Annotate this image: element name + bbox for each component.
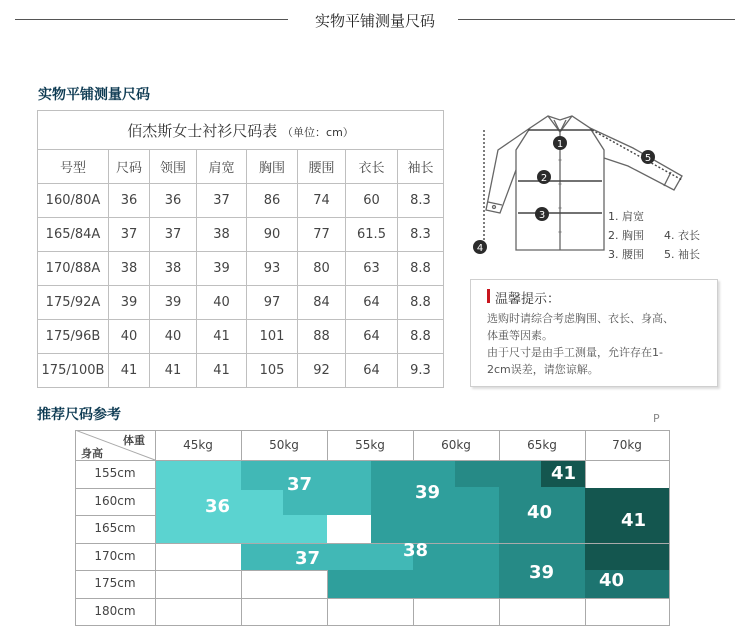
- table-row: [38, 218, 444, 252]
- table-cell: 74: [298, 184, 346, 218]
- grid-header-line: [75, 460, 669, 461]
- height-header: 180cm: [94, 604, 136, 618]
- weight-header: 65kg: [527, 438, 557, 452]
- legend-item: 3. 腰围: [608, 248, 644, 261]
- column-header: 胸围: [247, 150, 298, 184]
- table-cell: 97: [247, 286, 298, 320]
- table-cell: 41: [150, 354, 197, 388]
- grid-border-right: [669, 430, 670, 626]
- weight-header: 55kg: [355, 438, 385, 452]
- table-cell: 92: [298, 354, 346, 388]
- legend-item: 2. 胸围: [608, 229, 644, 242]
- table-cell: 64: [346, 320, 398, 354]
- table-cell: 39: [150, 286, 197, 320]
- table-cell: 175/96B: [38, 320, 109, 354]
- table-cell: 38: [109, 252, 150, 286]
- column-header: 肩宽: [197, 150, 247, 184]
- table-cell: 40: [150, 320, 197, 354]
- table-cell: 8.8: [398, 286, 444, 320]
- grid-col-line: [413, 598, 414, 626]
- table-cell: 8.8: [398, 320, 444, 354]
- tip-line: 选购时请综合考虑胸围、衣长、身高、: [487, 312, 674, 325]
- column-header: 尺码: [109, 150, 150, 184]
- table-cell: 88: [298, 320, 346, 354]
- table-cell: 39: [109, 286, 150, 320]
- size-label-40: 40: [527, 502, 553, 523]
- table-cell: 37: [197, 184, 247, 218]
- table-row: [38, 320, 444, 354]
- table-cell: 9.3: [398, 354, 444, 388]
- table-cell: 40: [197, 286, 247, 320]
- table-cell: 41: [197, 320, 247, 354]
- table-cell: 175/100B: [38, 354, 109, 388]
- grid-row-line: [75, 598, 669, 599]
- corner-weight-label: 体重: [123, 434, 145, 447]
- column-header: 衣长: [346, 150, 398, 184]
- size-label-41: 41: [551, 463, 577, 484]
- table-cell: 64: [346, 354, 398, 388]
- table-cell: 61.5: [346, 218, 398, 252]
- size-label-40: 40: [599, 570, 625, 591]
- size-table-caption: [38, 111, 444, 150]
- table-cell: 37: [150, 218, 197, 252]
- header-rule-right: [458, 19, 735, 20]
- table-cell: 86: [247, 184, 298, 218]
- column-header: 领围: [150, 150, 197, 184]
- tip-line: 由于尺寸是由手工测量，允许存在1-: [487, 346, 663, 359]
- size-table-unit: （单位：cm）: [282, 125, 354, 139]
- size-section-title: 实物平铺测量尺码: [38, 87, 150, 103]
- header-rule-left: [15, 19, 288, 20]
- tip-text: [487, 310, 713, 378]
- marker-3: 3: [538, 210, 546, 221]
- grid-border-top: [75, 430, 669, 431]
- legend-item: 5. 袖长: [664, 248, 700, 261]
- height-header: 155cm: [94, 466, 136, 480]
- marker-4: 4: [476, 243, 484, 254]
- grid-row-line: [75, 543, 669, 544]
- table-cell: 77: [298, 218, 346, 252]
- grid-col-line: [241, 570, 242, 626]
- table-row: [38, 286, 444, 320]
- table-row: [38, 252, 444, 286]
- table-cell: 39: [197, 252, 247, 286]
- table-cell: 41: [109, 354, 150, 388]
- column-header: 腰围: [298, 150, 346, 184]
- table-cell: 8.3: [398, 184, 444, 218]
- grid-col-line: [327, 570, 328, 626]
- marker-2: 2: [540, 173, 548, 184]
- size-block-37-mid: [327, 460, 371, 515]
- grid-col-line: [585, 598, 586, 626]
- table-cell: 175/92A: [38, 286, 109, 320]
- tip-title: 温馨提示：: [495, 292, 561, 307]
- size-label-39: 39: [415, 482, 441, 503]
- grid-border-bottom: [75, 625, 669, 626]
- table-cell: 8.8: [398, 252, 444, 286]
- tip-line: 2cm误差，请您谅解。: [487, 363, 599, 376]
- table-cell: 36: [109, 184, 150, 218]
- size-block-37-upper: [241, 460, 327, 490]
- table-cell: 90: [247, 218, 298, 252]
- height-header: 165cm: [94, 521, 136, 535]
- table-cell: 37: [109, 218, 150, 252]
- weight-header: 45kg: [183, 438, 213, 452]
- legend-item: 1. 肩宽: [608, 210, 644, 223]
- size-label-38: 38: [403, 540, 429, 561]
- page-title: 实物平铺测量尺码: [314, 12, 435, 30]
- table-cell: 38: [197, 218, 247, 252]
- table-cell: 93: [247, 252, 298, 286]
- table-row: [38, 354, 444, 388]
- size-block-40-lower: [585, 570, 669, 598]
- table-cell: 8.3: [398, 218, 444, 252]
- size-block-38-lower-b: [327, 543, 413, 570]
- table-cell: 41: [197, 354, 247, 388]
- table-cell: 101: [247, 320, 298, 354]
- weight-header: 50kg: [269, 438, 299, 452]
- height-header: 160cm: [94, 494, 136, 508]
- legend-item: 4. 衣长: [664, 229, 700, 242]
- size-table-header: [38, 150, 444, 184]
- height-header: 170cm: [94, 549, 136, 563]
- recommend-section-title: 推荐尺码参考: [37, 407, 121, 423]
- marker-1: 1: [556, 139, 564, 150]
- table-cell: 38: [150, 252, 197, 286]
- grid-row-line: [75, 515, 155, 516]
- grid-row-line: [75, 488, 155, 489]
- table-cell: 84: [298, 286, 346, 320]
- tip-accent-bar: [487, 289, 490, 303]
- grid-row-line: [75, 570, 327, 571]
- size-label-37: 37: [287, 474, 313, 495]
- height-header: 175cm: [94, 576, 136, 590]
- weight-header: 60kg: [441, 438, 471, 452]
- table-cell: 60: [346, 184, 398, 218]
- recommend-grid: [75, 430, 669, 625]
- size-label-39: 39: [529, 562, 555, 583]
- table-cell: 36: [150, 184, 197, 218]
- table-cell: 105: [247, 354, 298, 388]
- column-header: 号型: [38, 150, 109, 184]
- column-header: 袖长: [398, 150, 444, 184]
- tip-box: [470, 279, 718, 387]
- table-cell: 80: [298, 252, 346, 286]
- shirt-measurement-diagram: [468, 110, 718, 262]
- weight-header: 70kg: [612, 438, 642, 452]
- corner-height-label: 身高: [81, 447, 103, 460]
- tip-line: 体重等因素。: [487, 329, 553, 342]
- size-block-40-b: [455, 460, 499, 487]
- size-label-37: 37: [295, 548, 321, 569]
- table-cell: 160/80A: [38, 184, 109, 218]
- table-row: [38, 184, 444, 218]
- size-table: [37, 110, 444, 388]
- table-cell: 165/84A: [38, 218, 109, 252]
- table-cell: 64: [346, 286, 398, 320]
- table-cell: 40: [109, 320, 150, 354]
- corner-mark: P: [653, 412, 660, 425]
- size-label-36: 36: [205, 496, 231, 517]
- size-label-41: 41: [621, 510, 647, 531]
- size-table-caption-text: 佰杰斯女士衬衫尺码表: [127, 121, 278, 140]
- table-cell: 63: [346, 252, 398, 286]
- grid-col-line: [499, 598, 500, 626]
- marker-5: 5: [644, 153, 652, 164]
- table-cell: 170/88A: [38, 252, 109, 286]
